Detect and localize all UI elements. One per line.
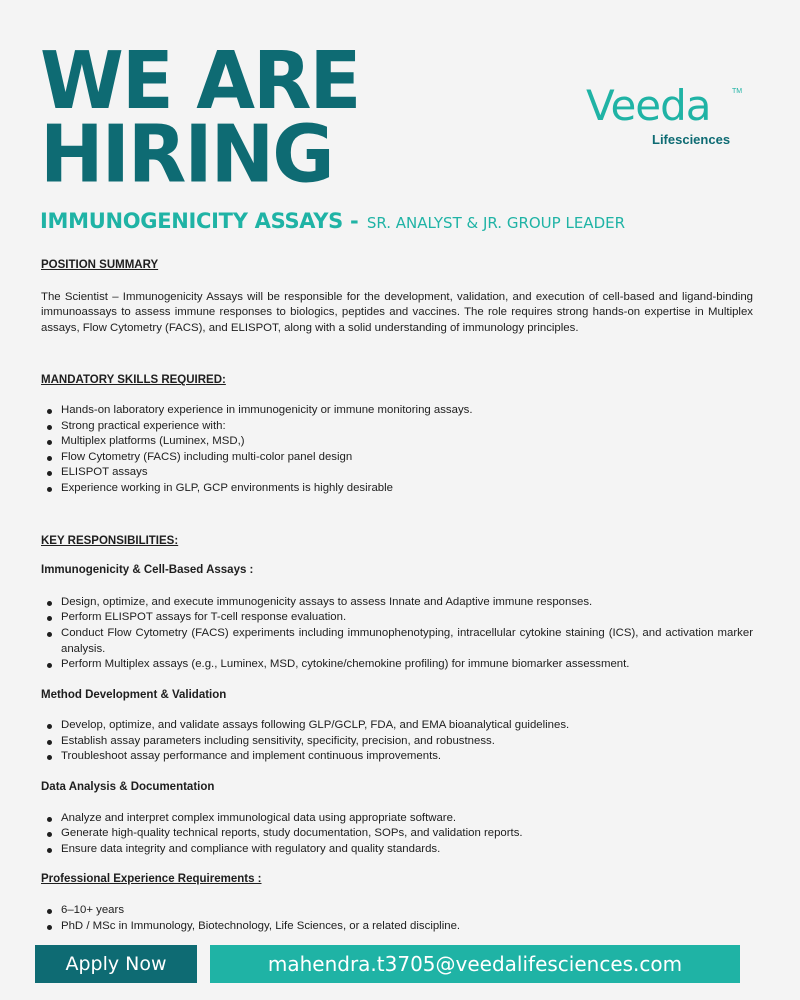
list-item: Ensure data integrity and compliance with regulatory and quality standards. (41, 842, 753, 858)
headline-line-2: HIRING (40, 107, 333, 201)
list-item: Conduct Flow Cytometry (FACS) experiments including immunophenotyping, intracellular cytokine staining (ICS), and activation marker analysis. (41, 626, 753, 657)
role-title (40, 209, 625, 233)
experience-heading: Professional Experience Requirements : (41, 873, 262, 886)
list-item: Strong practical experience with: (41, 419, 753, 435)
hiring-headline (40, 33, 360, 201)
list-item: Analyze and interpret complex immunological data using appropriate software. (41, 811, 753, 827)
list-item: Perform ELISPOT assays for T-cell response evaluation. (41, 610, 753, 626)
logo-trademark: TM (732, 88, 743, 95)
logo-wordmark: Veeda (586, 81, 711, 130)
contact-email-link[interactable]: mahendra.t3705@veedalifesciences.com (210, 945, 740, 983)
responsibilities-heading: KEY RESPONSIBILITIES: (41, 534, 179, 547)
job-description (41, 258, 753, 934)
experience-list (41, 903, 753, 934)
skills-heading: MANDATORY SKILLS REQUIRED: (41, 374, 226, 387)
list-item: Perform Multiplex assays (e.g., Luminex, MSD, cytokine/chemokine profiling) for immune biomarker assessment. (41, 657, 753, 673)
list-item: ELISPOT assays (41, 465, 753, 481)
skills-list (41, 403, 753, 497)
group-title-immunogenicity: Immunogenicity & Cell-Based Assays : (41, 564, 254, 577)
list-item: Experience working in GLP, GCP environments is highly desirable (41, 481, 753, 497)
headline-line-1: WE ARE (40, 33, 360, 127)
list-item: Flow Cytometry (FACS) including multi-color panel design (41, 450, 753, 466)
list-item: Develop, optimize, and validate assays following GLP/GCLP, FDA, and EMA bioanalytical guidelines. (41, 718, 753, 734)
list-item: Establish assay parameters including sensitivity, specificity, precision, and robustness. (41, 734, 753, 750)
list-item: PhD / MSc in Immunology, Biotechnology, Life Sciences, or a related discipline. (41, 919, 753, 935)
list-item: Hands-on laboratory experience in immunogenicity or immune monitoring assays. (41, 403, 753, 419)
list-item: Troubleshoot assay performance and implement continuous improvements. (41, 749, 753, 765)
method-development-list (41, 718, 753, 765)
list-item: Design, optimize, and execute immunogenicity assays to assess Innate and Adaptive immune responses. (41, 595, 753, 611)
role-positions: SR. ANALYST & JR. GROUP LEADER (366, 214, 626, 232)
data-analysis-list (41, 811, 753, 858)
group-title-data-analysis: Data Analysis & Documentation (41, 781, 215, 794)
summary-heading: POSITION SUMMARY (41, 259, 159, 271)
list-item: Multiplex platforms (Luminex, MSD,) (41, 434, 753, 450)
list-item: Generate high-quality technical reports, study documentation, SOPs, and validation reports. (41, 826, 753, 842)
immunogenicity-list (41, 595, 753, 673)
group-title-method-development: Method Development & Validation (41, 688, 227, 701)
logo-subtitle: Lifesciences (652, 132, 731, 147)
list-item: 6–10+ years (41, 903, 753, 919)
apply-now-button[interactable]: Apply Now (35, 945, 197, 983)
role-main-title: IMMUNOGENICITY ASSAYS - (40, 209, 359, 233)
veeda-logo (586, 82, 746, 152)
summary-text: The Scientist – Immunogenicity Assays will be responsible for the development, validation, and execution of cell-based and ligand-binding immunoassays to assess immune responses to biologics, peptides and vaccines. The role requires strong hands-on expertise in Multiplex assays, Flow Cytometry (FACS), and ELISPOT, along with a solid understanding of immunology principles. (41, 290, 753, 334)
